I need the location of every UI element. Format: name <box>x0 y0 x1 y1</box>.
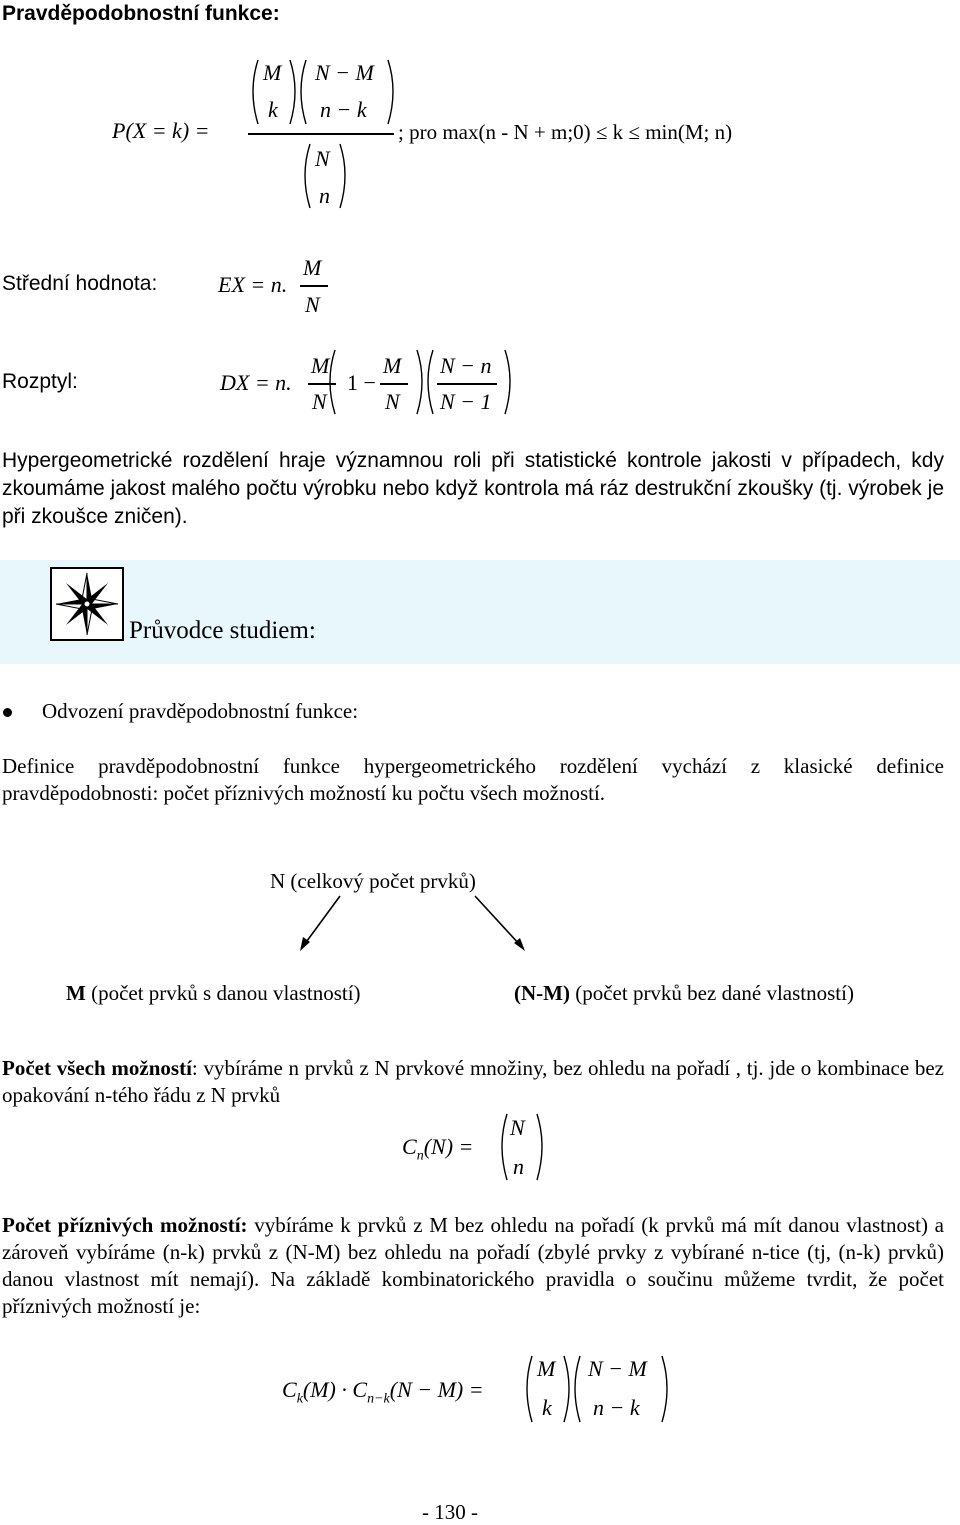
pmf-num-left-bottom: k <box>268 97 278 122</box>
favorable-c1: C <box>282 1377 297 1402</box>
favorable-b1-top: M <box>537 1356 556 1381</box>
favorable-b2-bottom: n − k <box>593 1395 640 1420</box>
favorable-c2: C <box>352 1377 368 1402</box>
all-possibilities-label: Počet všech možností <box>2 1056 192 1080</box>
favorable-text: vybíráme k prvků z M bez ohledu na pořadí (k prvků má mít danou vlastnost) a zároveň vybíráme (n-k) prvků z (N-M) bez ohledu na pořadí (zbylé prvky z vybírané n-tice (tj, (n-k) prvků) danou vlastnost mít nemají). Na základě kombinatorického pravidla o součinu můžeme tvrdit, že počet příznivých možností je: <box>2 1213 944 1318</box>
mean-fraction-line <box>300 285 328 287</box>
all-formula-c-letter: C <box>402 1134 417 1159</box>
all-formula-c <box>402 1134 473 1164</box>
mean-label: Střední hodnota: <box>2 272 158 295</box>
diagram-left <box>66 981 361 1006</box>
favorable-b2-top: N − M <box>588 1356 647 1381</box>
all-formula-arg: (N) = <box>423 1134 474 1159</box>
mean-den: N <box>305 292 320 317</box>
all-formula-c-sub: n <box>416 1148 424 1164</box>
diagram-left-bold: M <box>66 981 86 1005</box>
all-binom-bottom: n <box>513 1154 524 1179</box>
guide-title: Průvodce studiem: <box>129 617 316 644</box>
definition-paragraph: Definice pravděpodobnostní funkce hypergeometrického rozdělení vychází z klasické definice pravděpodobnosti: počet příznivých možností ku počtu všech možností. <box>2 754 944 805</box>
favorable-c2-sub: n−k <box>367 1391 390 1407</box>
pmf-num-right-bottom: n − k <box>320 97 367 122</box>
bullet-dot <box>3 708 12 717</box>
pmf-num-left-top: M <box>263 60 282 85</box>
variance-den2: N <box>385 389 400 414</box>
pmf-num-right-top: N − M <box>315 60 374 85</box>
all-possibilities-paragraph <box>2 1055 944 1109</box>
diagram-root: N (celkový počet prvků) <box>270 869 476 893</box>
mean-lhs: EX = n. <box>218 272 288 297</box>
mean-num: M <box>303 255 322 280</box>
variance-label: Rozptyl: <box>2 370 78 393</box>
all-possibilities-text: : vybíráme n prvků z N prvkové množiny, bez ohledu na pořadí , tj. jde o kombinace bez opakování n-tého řádu z N prvků <box>2 1056 945 1107</box>
intro-paragraph: Hypergeometrické rozdělení hraje významnou roli při statistické kontrole jakosti v případech, kdy zkoumáme jakost malého počtu výrobku nebo když kontrola má ráz destrukční zkoušky (tj. výrobek je při zkoušce zničen). <box>2 449 944 528</box>
favorable-c1-arg: (M) · <box>302 1377 347 1402</box>
variance-one: 1 − <box>347 370 376 395</box>
favorable-paragraph <box>2 1212 944 1320</box>
pmf-den-top: N <box>315 146 330 171</box>
favorable-b1-bottom: k <box>542 1395 552 1420</box>
variance-num3: N − n <box>440 353 492 378</box>
study-guide-band <box>0 560 960 664</box>
pmf-den-bottom: n <box>319 183 330 208</box>
variance-num2: M <box>383 353 402 378</box>
variance-num1: M <box>311 353 330 378</box>
diagram-right <box>514 981 854 1006</box>
favorable-formula-lhs <box>282 1377 484 1407</box>
page-number: - 130 - <box>422 1500 478 1524</box>
pmf-fraction-line <box>248 133 394 135</box>
favorable-c1-sub: k <box>296 1391 303 1407</box>
diagram-right-rest: (počet prvků bez dané vlastností) <box>569 981 854 1005</box>
pmf-condition: ; pro max(n - N + m;0) ≤ k ≤ min(M; n) <box>398 120 733 144</box>
favorable-c2-arg: (N − M) = <box>389 1377 484 1402</box>
variance-den1: N <box>312 389 327 414</box>
all-binom-top: N <box>510 1115 525 1140</box>
variance-fraction3 <box>437 383 497 385</box>
compass-rose-icon <box>50 567 124 641</box>
variance-fraction2 <box>380 383 408 385</box>
section-title: Pravděpodobnostní funkce: <box>2 2 280 25</box>
variance-den3: N − 1 <box>440 389 492 414</box>
favorable-label: Počet příznivých možností: <box>2 1213 248 1237</box>
diagram-right-bold: (N-M) <box>514 981 570 1005</box>
variance-lhs: DX = n. <box>220 370 292 395</box>
pmf-lhs: P(X = k) = <box>112 118 210 143</box>
bullet-heading: Odvození pravděpodobnostní funkce: <box>42 699 359 723</box>
diagram-arrows <box>290 893 540 955</box>
diagram-left-rest: (počet prvků s danou vlastností) <box>85 981 361 1005</box>
